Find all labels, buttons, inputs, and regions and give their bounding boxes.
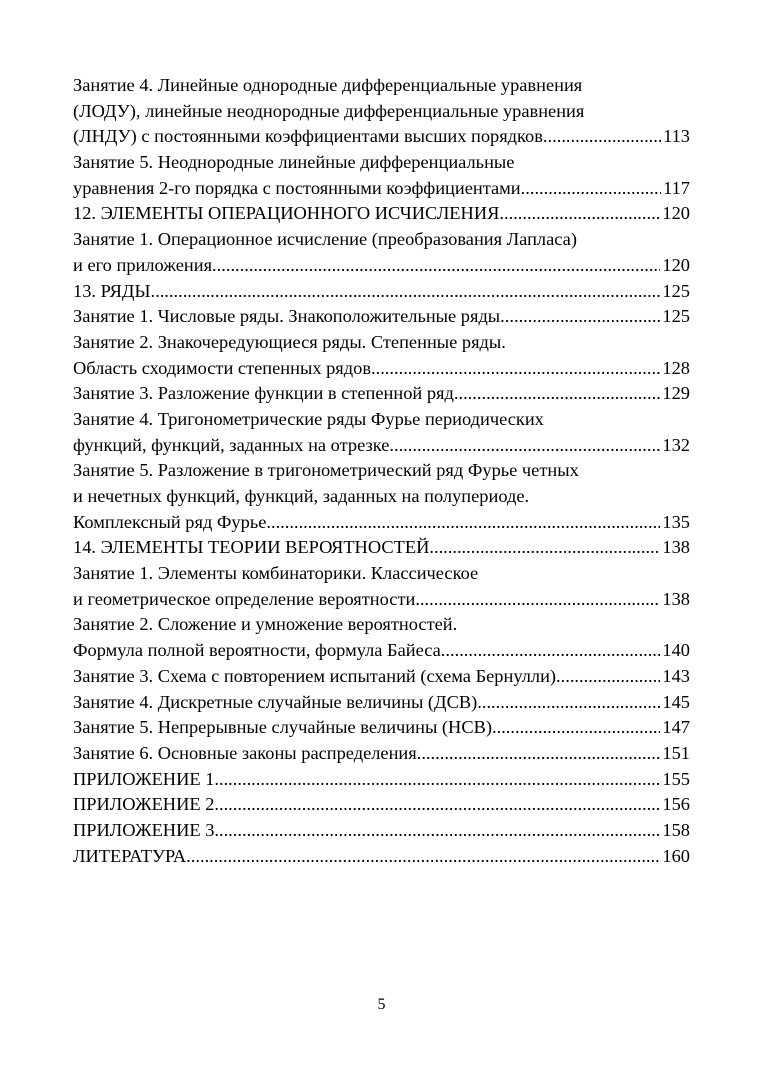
leader-dots (441, 638, 661, 664)
toc-entry-text: Занятие 3. Схема с повторением испытаний (схема Бернулли) (73, 665, 557, 686)
toc-entry-text: функций, функций, заданных на отрезке (73, 434, 390, 455)
leader-dots (371, 356, 660, 382)
toc-entry-last-line (73, 587, 690, 613)
toc-entry-text: и геометрическое определение вероятности (73, 588, 416, 609)
toc-entry-text: Занятие 3. Разложение функции в степенной ряд (73, 383, 454, 404)
toc-page-number: 151 (662, 742, 690, 763)
toc-page-number: 155 (662, 768, 690, 789)
toc-entry-text: 14. ЭЛЕМЕНТЫ ТЕОРИИ ВЕРОЯТНОСТЕЙ (73, 537, 430, 558)
toc-entry (73, 304, 690, 330)
toc-entry-last-line (73, 304, 690, 330)
toc-entry (73, 330, 690, 381)
leader-dots (499, 201, 660, 227)
toc-entry-last-line (73, 535, 690, 561)
table-of-contents (73, 73, 690, 869)
toc-entry-text: ПРИЛОЖЕНИЕ 2 (73, 794, 215, 815)
toc-page-number: 135 (662, 511, 690, 532)
toc-entry-text: Занятие 1. Числовые ряды. Знакоположительные ряды (73, 306, 501, 327)
toc-entry-text: и его приложения (73, 254, 213, 275)
toc-entry-last-line (73, 124, 690, 150)
toc-entry-text: Занятие 2. Сложение и умножение вероятностей. (73, 614, 458, 635)
toc-page-number: 117 (663, 177, 690, 198)
leader-dots (389, 433, 660, 459)
toc-entry-last-line (73, 690, 690, 716)
toc-entry (73, 73, 690, 150)
toc-entry-text: 13. РЯДЫ (73, 280, 151, 301)
toc-page-number: 128 (662, 357, 690, 378)
toc-page-number: 140 (662, 640, 690, 661)
toc-page-number: 120 (662, 203, 690, 224)
leader-dots (417, 741, 661, 767)
toc-entry (73, 612, 690, 663)
toc-entry-text: ПРИЛОЖЕНИЕ 1 (73, 768, 215, 789)
toc-entry-last-line (73, 638, 690, 664)
toc-entry-text: Комплексный ряд Фурье (73, 511, 267, 532)
toc-entry (73, 741, 690, 767)
leader-dots (214, 767, 660, 793)
toc-entry (73, 227, 690, 278)
toc-entry-text: Занятие 4. Линейные однородные дифференциальные уравнения (73, 75, 583, 95)
toc-entry-text: Занятие 1. Элементы комбинаторики. Классическое (73, 563, 479, 584)
toc-entry-last-line (73, 715, 690, 741)
toc-appendix-entry (73, 767, 690, 793)
toc-entry-text: Занятие 5. Непрерывные случайные величины (НСВ) (73, 717, 492, 738)
toc-page-number: 120 (662, 254, 690, 275)
toc-page-number: 125 (662, 306, 690, 327)
toc-appendix-entry (73, 792, 690, 818)
toc-entry-last-line (73, 176, 690, 202)
toc-entry-last-line (73, 381, 690, 407)
toc-entry-text: 12. ЭЛЕМЕНТЫ ОПЕРАЦИОННОГО ИСЧИСЛЕНИЯ (73, 203, 500, 224)
toc-page-number: 147 (662, 717, 690, 738)
leader-dots (492, 715, 660, 741)
toc-entry-text: Занятие 4. Тригонометрические ряды Фурье периодических (73, 408, 544, 429)
toc-entry (73, 715, 690, 741)
toc-entry-text: Занятие 5. Разложение в тригонометрический ряд Фурье четных (73, 460, 579, 481)
toc-entry (73, 561, 690, 612)
toc-page-number: 132 (662, 434, 690, 455)
leader-dots (543, 124, 661, 150)
toc-entry-text: (ЛНДУ) с постоянными коэффициентами высших порядков (73, 126, 543, 147)
toc-entry-last-line (73, 818, 690, 844)
toc-page-number: 138 (662, 537, 690, 558)
leader-dots (556, 664, 660, 690)
toc-entry-text: Область сходимости степенных рядов (73, 357, 372, 378)
toc-section-heading (73, 279, 690, 305)
toc-entry-last-line (73, 201, 690, 227)
toc-entry-last-line (73, 356, 690, 382)
toc-entry-last-line (73, 510, 690, 536)
leader-dots (521, 176, 661, 202)
toc-page-number: 113 (663, 126, 690, 147)
toc-entry-last-line (73, 253, 690, 279)
leader-dots (212, 253, 660, 279)
toc-page-number: 138 (662, 588, 690, 609)
toc-section-heading (73, 201, 690, 227)
toc-appendix-entry (73, 818, 690, 844)
toc-references-entry (73, 844, 690, 870)
toc-entry (73, 150, 690, 201)
leader-dots (477, 690, 660, 716)
toc-entry-text: Занятие 6. Основные законы распределения (73, 742, 417, 763)
toc-entry-text: и нечетных функций, функций, заданных на полупериоде. (73, 486, 530, 506)
toc-entry-last-line (73, 741, 690, 767)
toc-entry (73, 458, 690, 535)
toc-page-number: 145 (662, 691, 690, 712)
page-number: 5 (377, 996, 386, 1013)
toc-entry-last-line (73, 767, 690, 793)
toc-entry-last-line (73, 844, 690, 870)
toc-entry (73, 664, 690, 690)
toc-entry-text: Занятие 4. Дискретные случайные величины (ДСВ) (73, 691, 478, 712)
toc-entry (73, 381, 690, 407)
toc-entry (73, 407, 690, 458)
leader-dots (429, 535, 660, 561)
toc-entry-text: Занятие 5. Неоднородные линейные дифференциальные (73, 152, 515, 173)
toc-entry-text: (ЛОДУ), линейные неоднородные дифференциальные уравнения (73, 100, 585, 121)
toc-section-heading (73, 535, 690, 561)
toc-entry-last-line (73, 279, 690, 305)
toc-entry (73, 690, 690, 716)
toc-entry-last-line (73, 433, 690, 459)
leader-dots (454, 381, 661, 407)
toc-page-number: 160 (662, 845, 690, 866)
toc-page-number: 158 (662, 819, 690, 840)
leader-dots (266, 510, 660, 536)
leader-dots (186, 844, 660, 870)
toc-entry-text: уравнения 2-го порядка с постоянными коэффициентами (73, 177, 521, 198)
toc-entry-text: ЛИТЕРАТУРА (73, 845, 187, 866)
leader-dots (500, 304, 660, 330)
toc-page-number: 125 (662, 280, 690, 301)
toc-page-number: 129 (662, 383, 690, 404)
toc-entry-text: Занятие 2. Знакочередующиеся ряды. Степенные ряды. (73, 331, 506, 352)
leader-dots (214, 792, 660, 818)
toc-entry-text: Формула полной вероятности, формула Байеса (73, 640, 441, 661)
leader-dots (415, 587, 660, 613)
toc-entry-last-line (73, 792, 690, 818)
toc-entry-text: ПРИЛОЖЕНИЕ 3 (73, 819, 215, 840)
leader-dots (214, 818, 660, 844)
toc-page-number: 156 (662, 794, 690, 815)
toc-entry-last-line (73, 664, 690, 690)
toc-entry-text: Занятие 1. Операционное исчисление (преобразования Лапласа) (73, 229, 577, 250)
toc-page-number: 143 (662, 665, 690, 686)
leader-dots (151, 279, 661, 305)
